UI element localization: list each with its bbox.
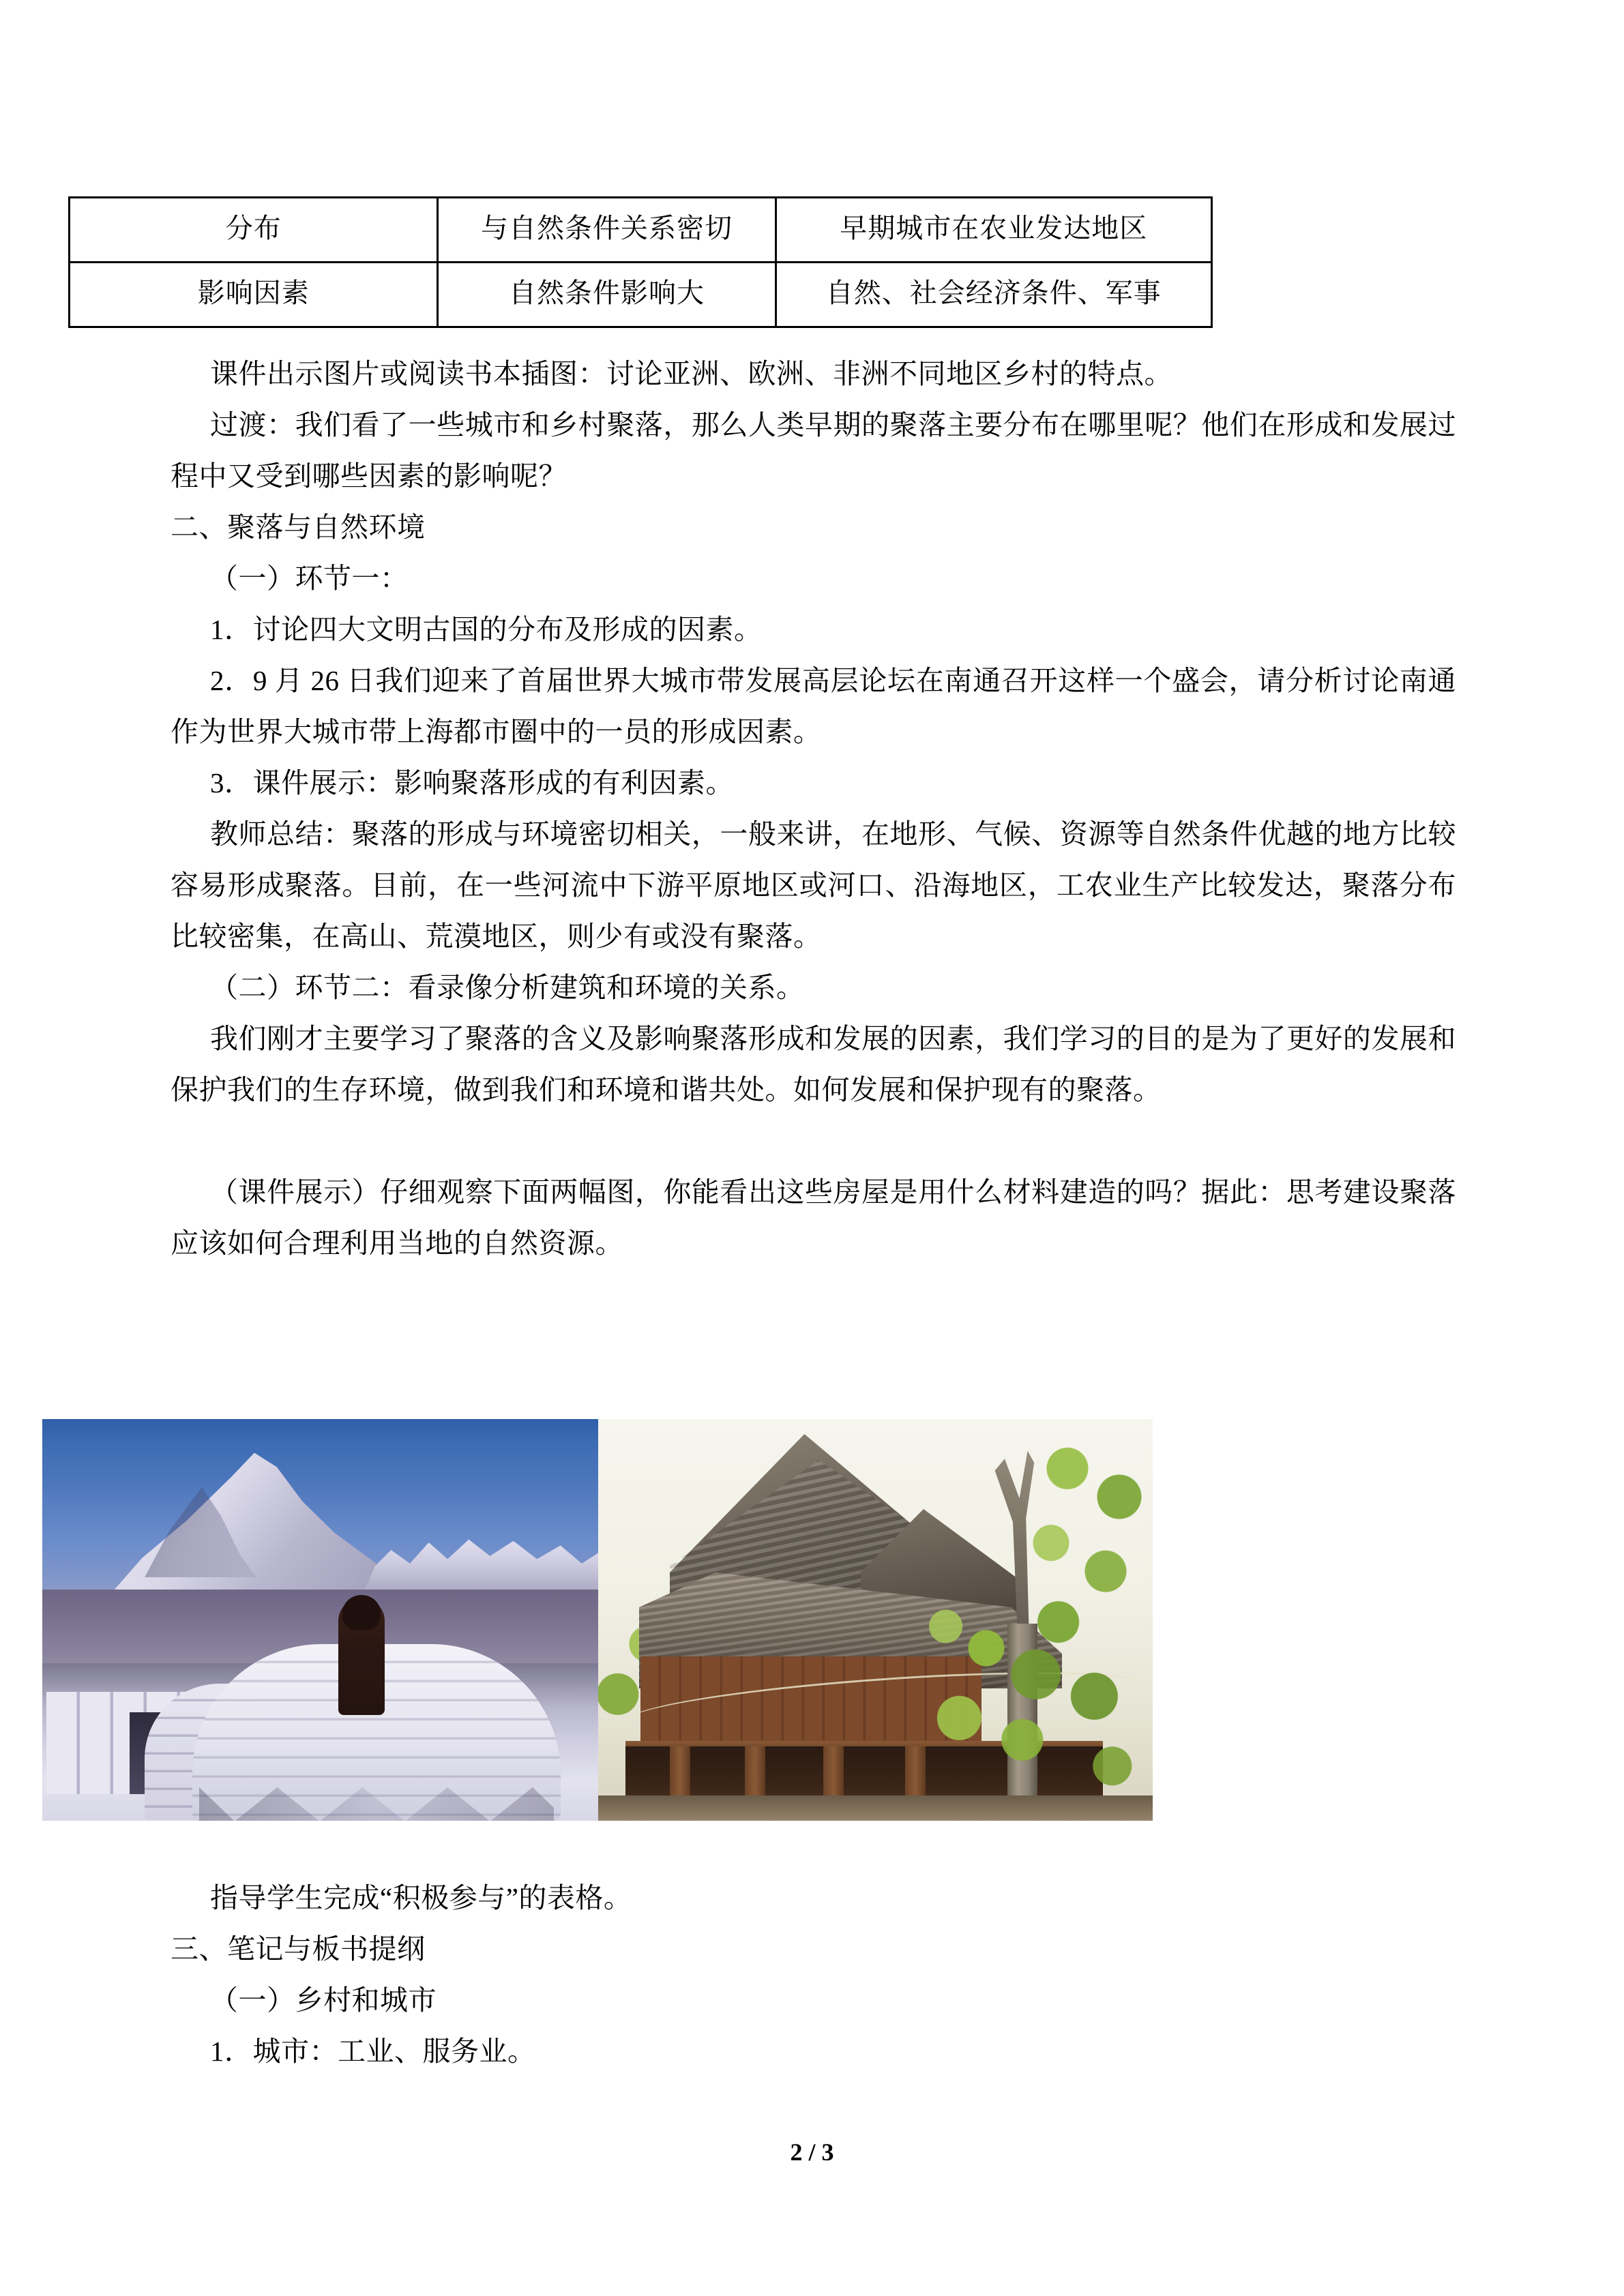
heading-section-three: 三、笔记与板书提纲 <box>171 1933 426 1965</box>
list-item-3: 3．课件展示：影响聚落形成的有利因素。 <box>210 767 734 799</box>
table-cell-city: 自然、社会经济条件、军事 <box>776 263 1211 327</box>
paragraph-guide-students: 指导学生完成“积极参与”的表格。 <box>210 1882 632 1913</box>
list-item-4: 1．城市：工业、服务业。 <box>210 2036 536 2067</box>
igloo-snow-house-photo <box>42 1419 598 1821</box>
wooden-stilt-house-photo <box>598 1419 1153 1821</box>
table-row <box>70 263 1212 327</box>
heading-section-two: 二、聚落与自然环境 <box>171 511 426 543</box>
paragraph-teacher-summary: 教师总结：聚落的形成与环境密切相关，一般来讲，在地形、气候、资源等自然条件优越的地方比较容易形成聚落。目前，在一些河流中下游平原地区或河口、沿海地区，工农业生产比较发达，聚落分布比较密集，在高山、荒漠地区，则少有或没有聚落。 <box>171 818 1456 952</box>
subheading-step-one: （一）环节一： <box>210 563 409 594</box>
paragraph-learning-purpose: 我们刚才主要学习了聚落的含义及影响聚落形成和发展的因素，我们学习的目的是为了更好的发展和保护我们的生存环境，做到我们和环境和谐共处。如何发展和保护现有的聚落。 <box>171 1023 1456 1105</box>
paragraph-transition: 过渡：我们看了一些城市和乡村聚落，那么人类早期的聚落主要分布在哪里呢？他们在形成和发展过程中又受到哪些因素的影响呢？ <box>171 409 1456 492</box>
page-number: 2 / 3 <box>790 2138 834 2166</box>
snow-ridge-shape <box>363 1520 598 1595</box>
table-cell-village: 与自然条件关系密切 <box>438 198 776 263</box>
table-cell-city: 早期城市在农业发达地区 <box>776 198 1211 263</box>
table-cell-village: 自然条件影响大 <box>438 263 776 327</box>
paragraph-observe-photos: （课件展示）仔细观察下面两幅图，你能看出这些房屋是用什么材料建造的吗？据此：思考建设聚落应该如何合理利用当地的自然资源。 <box>171 1176 1456 1259</box>
table-cell-row-label: 分布 <box>70 198 438 263</box>
subheading-village-and-city: （一）乡村和城市 <box>210 1984 437 2016</box>
comparison-table <box>68 196 1213 328</box>
list-item-2: 2．9 月 26 日我们迎来了首届世界大城市带发展高层论坛在南通召开这样一个盛会，请分析讨论南通作为世界大城市带上海都市圈中的一员的形成因素。 <box>171 665 1456 747</box>
dirt-ground <box>598 1795 1153 1821</box>
tree-foliage-main <box>919 1583 1144 1801</box>
tree-foliage-top <box>1021 1426 1153 1603</box>
figure-pair <box>42 1419 1153 1821</box>
list-item-1: 1．讨论四大文明古国的分布及形成的因素。 <box>210 614 763 645</box>
subheading-step-two: （二）环节二：看录像分析建筑和环境的关系。 <box>210 972 805 1003</box>
table-cell-row-label: 影响因素 <box>70 263 438 327</box>
paragraph-courseware-pictures: 课件出示图片或阅读书本插图：讨论亚洲、欧洲、非洲不同地区乡村的特点。 <box>210 358 1172 389</box>
table-row <box>70 198 1212 263</box>
person-hood <box>342 1595 381 1630</box>
